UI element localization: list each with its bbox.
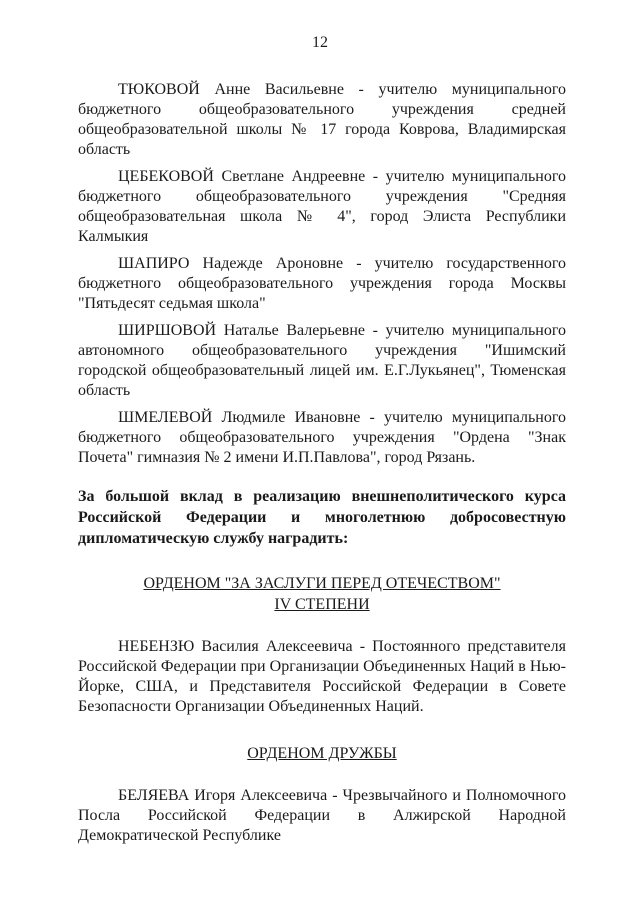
recipient-surname: НЕБЕНЗЮ — [118, 638, 195, 655]
document-body — [78, 80, 566, 853]
recipient-details: Людмиле Ивановне - учителю муниципального бюджетного общеобразовательного учреждения "Ордена "Знак Почета" гимназия № 2 имени И.П.Павлова", город Рязань. — [78, 409, 566, 466]
recipient-surname: ШМЕЛЕВОЙ — [118, 409, 213, 426]
award-title: ОРДЕНОМ "ЗА ЗАСЛУГИ ПЕРЕД ОТЕЧЕСТВОМ" — [143, 575, 501, 592]
award-entry-tyukova — [78, 80, 566, 160]
recipient-details: Наталье Валерьевне - учителю муниципального автономного общеобразовательного учреждения "Ишимский городской общеобразовательный лицей им. Е.Г.Лукьянец", Тюменская область — [78, 322, 566, 399]
page-number: 12 — [312, 34, 328, 51]
award-heading-fatherland — [78, 573, 566, 615]
recipient-surname: ШИРШОВОЙ — [118, 322, 217, 339]
recipient-surname: ТЮКОВОЙ — [118, 81, 200, 98]
award-entry-tsebekova — [78, 167, 566, 247]
recipient-surname: БЕЛЯЕВА — [118, 787, 190, 804]
recipient-details: Надежде Ароновне - учителю государственного бюджетного общеобразовательного учреждения города Москвы "Пятьдесят седьмая школа" — [78, 255, 566, 312]
recipient-details: Анне Васильевне - учителю муниципального бюджетного общеобразовательного учреждения средней общеобразовательной школы № 17 города Коврова, Владимирская область — [78, 81, 566, 158]
recipient-surname: ШАПИРО — [118, 255, 190, 272]
award-entry-nebenzya — [78, 637, 566, 717]
award-title: ОРДЕНОМ ДРУЖБЫ — [247, 745, 397, 762]
award-entry-shirshova — [78, 321, 566, 401]
recipient-details: Василия Алексеевича - Постоянного представителя Российской Федерации при Организации Объединенных Наций в Нью-Йорке, США, и Представителя Российской Федерации в Совете Безопасности Организации Объединенных Наций. — [78, 638, 566, 715]
award-entry-belyaev — [78, 786, 566, 846]
award-entry-shapiro — [78, 254, 566, 314]
recipient-details: Игоря Алексеевича - Чрезвычайного и Полномочного Посла Российской Федерации в Алжирской Народной Демократической Республике — [78, 787, 566, 844]
award-degree: IV СТЕПЕНИ — [274, 596, 370, 613]
award-heading-friendship — [78, 743, 566, 764]
recipient-details: Светлане Андреевне - учителю муниципального бюджетного общеобразовательного учреждения "Средняя общеобразовательная школа № 4", город Элиста Республики Калмыкия — [78, 168, 566, 245]
award-entry-shmeleva — [78, 408, 566, 468]
recipient-surname: ЦЕБЕКОВОЙ — [118, 168, 214, 185]
section-intro: За большой вклад в реализацию внешнеполитического курса Российской Федерации и многолетнюю добросовестную дипломатическую службу наградить: — [78, 488, 566, 547]
